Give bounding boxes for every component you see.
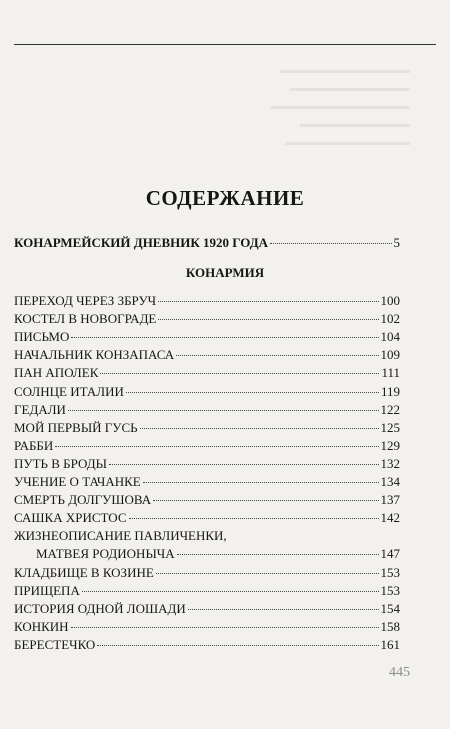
toc-entry[interactable] <box>14 456 400 471</box>
toc-entry-page: 132 <box>380 455 400 471</box>
toc-entry[interactable] <box>14 329 400 344</box>
toc-entry-label: КЛАДБИЩЕ В КОЗИНЕ <box>14 564 154 580</box>
dot-leader <box>153 499 378 501</box>
toc-entry-page: 119 <box>380 383 400 399</box>
dot-leader <box>156 572 379 574</box>
toc-entry-label: КОНАРМЕЙСКИЙ ДНЕВНИК 1920 ГОДА <box>14 235 269 250</box>
dot-leader <box>188 608 379 610</box>
dot-leader <box>158 300 378 302</box>
toc-entry-page: 147 <box>380 546 400 562</box>
bleed-through-text <box>285 142 410 145</box>
toc-entry[interactable] <box>14 474 400 489</box>
toc-entry[interactable] <box>14 619 400 634</box>
toc-entry-label: ПИСЬМО <box>14 329 70 345</box>
dot-leader <box>97 644 378 646</box>
toc-entry-page: 153 <box>380 564 400 580</box>
section-heading: КОНАРМИЯ <box>185 265 265 280</box>
toc-entry-page: 111 <box>381 365 400 381</box>
toc-entry-label: ГЕДАЛИ <box>14 401 66 417</box>
toc-entry-label: ПУТЬ В БРОДЫ <box>14 455 107 471</box>
dot-leader <box>71 336 378 338</box>
toc-entry[interactable] <box>14 384 400 399</box>
toc-entry-label: ПРИЩЕПА <box>14 582 80 598</box>
toc-entry-page: 137 <box>380 492 400 508</box>
toc-entry-label: САШКА ХРИСТОС <box>14 510 127 526</box>
toc-entry-label: МАТВЕЯ РОДИОНЫЧА <box>36 546 175 562</box>
toc-entry-page: 125 <box>380 419 400 435</box>
bleed-through-text <box>290 88 410 91</box>
page-number: 445 <box>389 665 410 680</box>
toc-entry[interactable] <box>14 402 400 417</box>
toc-entry[interactable] <box>14 438 400 453</box>
toc-entry-label: ПЕРЕХОД ЧЕРЕЗ ЗБРУЧ <box>14 293 157 308</box>
dot-leader <box>71 626 379 628</box>
toc-entry-page: 100 <box>380 293 400 308</box>
bleed-through-text <box>300 124 410 127</box>
dot-leader <box>100 372 379 374</box>
toc-entry[interactable] <box>14 528 400 543</box>
toc-entry-page: 129 <box>380 437 400 453</box>
toc-entry-label: НАЧАЛЬНИК КОНЗАПАСА <box>14 347 175 363</box>
dot-leader <box>176 354 378 356</box>
dot-leader <box>68 409 379 411</box>
header-rule <box>14 44 436 45</box>
toc-entry-page: 104 <box>380 329 400 345</box>
toc-entry[interactable] <box>14 311 400 326</box>
toc-entry-label: УЧЕНИЕ О ТАЧАНКЕ <box>14 474 141 489</box>
toc-entry-label: ПАН АПОЛЕК <box>14 365 99 381</box>
toc-entry[interactable] <box>14 601 400 616</box>
toc-entry-label: ЖИЗНЕОПИСАНИЕ ПАВЛИЧЕНКИ, <box>14 528 227 544</box>
toc-entry[interactable] <box>14 565 400 580</box>
toc-entry-page: 109 <box>380 347 400 363</box>
toc-entry[interactable] <box>14 492 400 507</box>
toc-entry-page: 153 <box>380 582 400 598</box>
toc-entry-page: 161 <box>380 636 400 652</box>
toc-entry-page: 142 <box>380 510 400 526</box>
dot-leader <box>158 318 378 320</box>
dot-leader <box>140 427 379 429</box>
toc-entry[interactable] <box>14 583 400 598</box>
toc-entry-label: КОНКИН <box>14 618 69 634</box>
toc-entry-label: СОЛНЦЕ ИТАЛИИ <box>14 383 124 399</box>
toc-entry[interactable] <box>14 637 400 652</box>
dot-leader <box>270 242 391 244</box>
toc-entry-label: МОЙ ПЕРВЫЙ ГУСЬ <box>14 419 138 435</box>
toc-entry-continuation[interactable] <box>14 546 400 561</box>
toc-entry-page: 154 <box>380 600 400 616</box>
toc-entry-page: 102 <box>380 311 400 327</box>
toc-entry-page: 158 <box>380 618 400 634</box>
toc-entry-page: 134 <box>380 474 400 489</box>
dot-leader <box>177 553 379 555</box>
toc-entry-label: ИСТОРИЯ ОДНОЙ ЛОШАДИ <box>14 600 186 616</box>
toc-entry-label: БЕРЕСТЕЧКО <box>14 636 96 652</box>
toc-entry[interactable] <box>14 293 400 308</box>
toc-entry-diary[interactable] <box>14 235 400 250</box>
dot-leader <box>109 463 379 465</box>
toc-entry-label: РАББИ <box>14 437 54 453</box>
dot-leader <box>82 590 379 592</box>
toc-entry[interactable] <box>14 365 400 380</box>
dot-leader <box>126 391 379 393</box>
toc-entry-label: СМЕРТЬ ДОЛГУШОВА <box>14 492 152 508</box>
toc-entry-label: КОСТЕЛ В НОВОГРАДЕ <box>14 311 157 327</box>
toc-entry[interactable] <box>14 420 400 435</box>
bleed-through-text <box>270 106 410 109</box>
dot-leader <box>143 481 379 483</box>
dot-leader <box>129 517 379 519</box>
bleed-through-text <box>280 70 410 73</box>
toc-entry[interactable] <box>14 347 400 362</box>
page-title: СОДЕРЖАНИЕ <box>145 186 305 210</box>
dot-leader <box>55 445 378 447</box>
toc-entry-page: 5 <box>393 235 400 250</box>
toc-entry-page: 122 <box>380 401 400 417</box>
toc-entry[interactable] <box>14 510 400 525</box>
